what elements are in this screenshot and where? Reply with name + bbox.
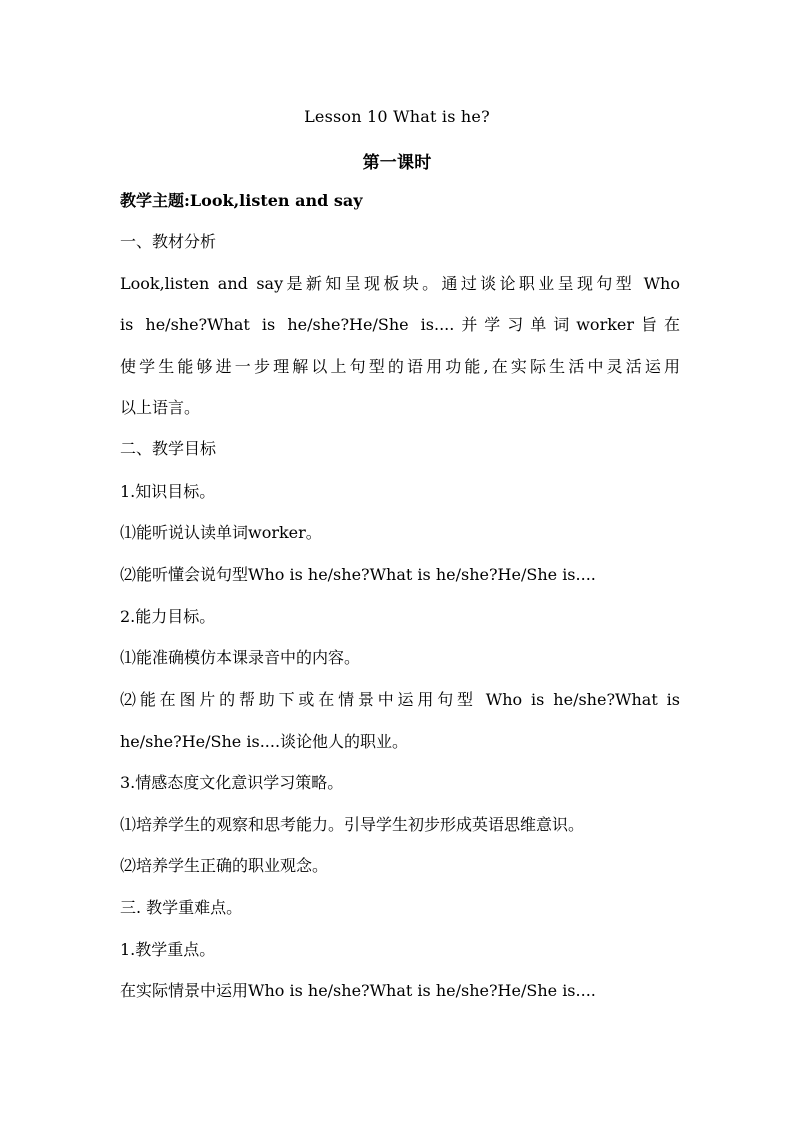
- subheading-knowledge: 1.知识目标。: [120, 482, 216, 501]
- lesson-title: Lesson 10 What is he?: [304, 107, 490, 126]
- subheading-attitude: 3.情感态度文化意识学习策略。: [120, 773, 344, 792]
- list-item: ⑵培养学生正确的职业观念。: [120, 856, 329, 875]
- teaching-topic: 教学主题:Look,listen and say: [120, 191, 363, 210]
- paragraph-line: is he/she?What is he/she?He/She is....并学习单词worker旨在: [120, 315, 680, 334]
- list-item: ⑴能准确模仿本课录音中的内容。: [120, 648, 361, 667]
- section-heading-objectives: 二、教学目标: [120, 439, 217, 458]
- paragraph-line: 使学生能够进一步理解以上句型的语用功能,在实际生活中灵活运用: [120, 357, 680, 376]
- list-item-continuation: he/she?He/She is....谈论他人的职业。: [120, 732, 409, 751]
- section-heading-key-points: 三. 教学重难点。: [120, 898, 243, 917]
- lesson-subtitle: 第一课时: [362, 153, 432, 173]
- list-item: ⑴培养学生的观察和思考能力。引导学生初步形成英语思维意识。: [120, 815, 585, 834]
- subheading-teaching-focus: 1.教学重点。: [120, 940, 216, 959]
- list-item: ⑵能听懂会说句型Who is he/she?What is he/she?He/She is....: [120, 565, 596, 584]
- list-item: ⑵能在图片的帮助下或在情景中运用句型 Who is he/she?What is: [120, 690, 680, 709]
- section-heading-materials: 一、教材分析: [120, 232, 217, 251]
- paragraph-line: 以上语言。: [120, 398, 201, 417]
- subheading-ability: 2.能力目标。: [120, 607, 216, 626]
- paragraph-line: 在实际情景中运用Who is he/she?What is he/she?He/She is....: [120, 981, 596, 1000]
- list-item: ⑴能听说认读单词worker。: [120, 523, 322, 542]
- paragraph-line: Look,listen and say是新知呈现板块。通过谈论职业呈现句型 Who: [120, 274, 680, 293]
